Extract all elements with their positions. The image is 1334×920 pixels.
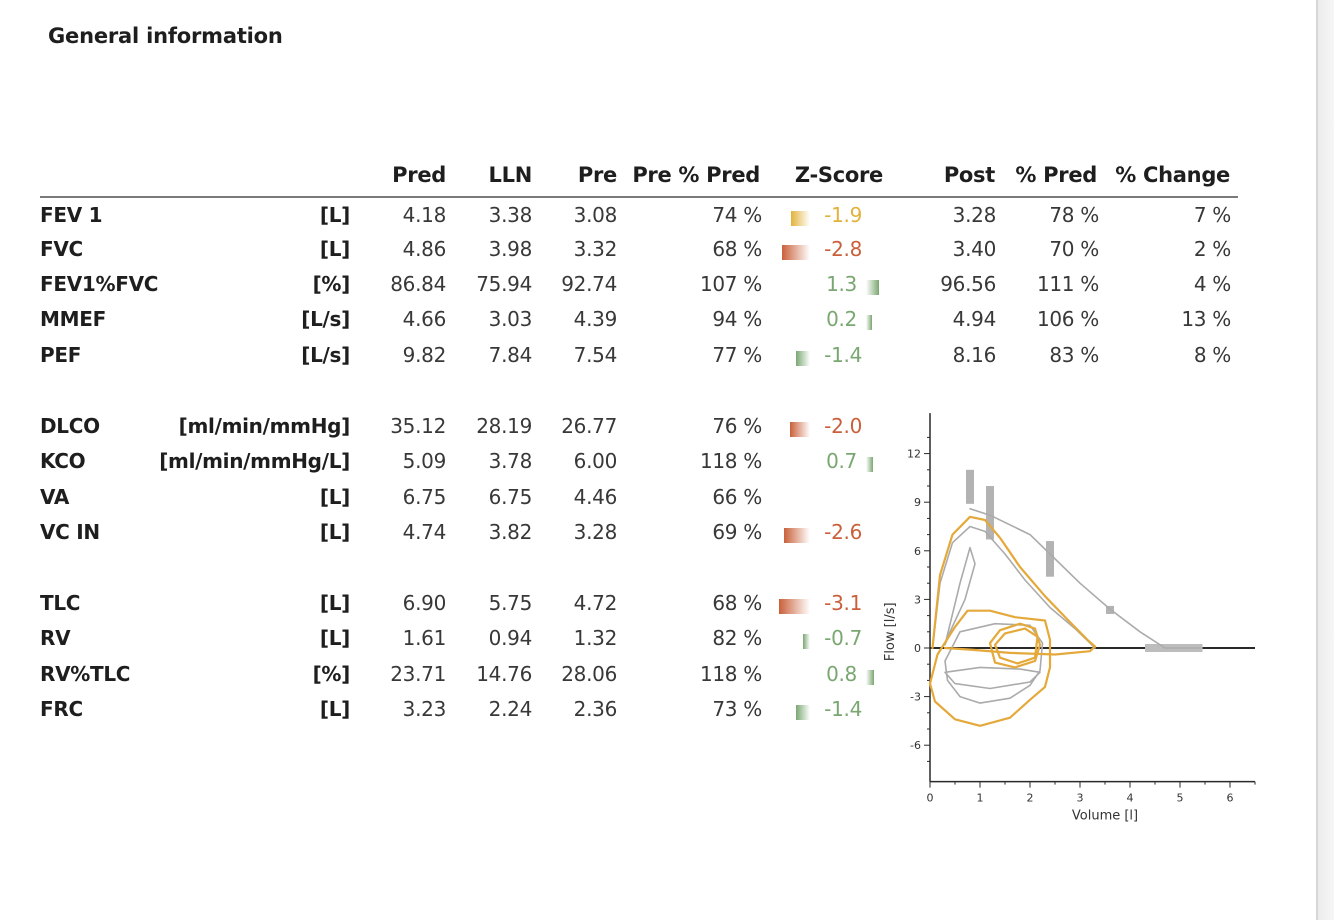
cell-pre-pct: 77 % xyxy=(712,343,762,367)
y-tick-label: 12 xyxy=(907,447,921,461)
column-header-post: Post xyxy=(943,163,995,187)
measured-curve xyxy=(933,517,1096,655)
z-score-bar xyxy=(796,705,810,720)
row-name: DLCO xyxy=(40,414,100,438)
cell-change: 7 % xyxy=(1193,203,1231,227)
y-axis-label: Flow [l/s] xyxy=(883,602,898,662)
y-tick-label: -3 xyxy=(910,690,921,704)
x-tick-label: 2 xyxy=(1026,791,1034,805)
cell-pre-pct: 76 % xyxy=(712,414,762,438)
row-unit: [ml/min/mmHg/L] xyxy=(159,449,350,473)
z-score-value: 0.8 xyxy=(826,662,857,686)
cell-lln: 3.98 xyxy=(488,237,532,261)
z-score-bar xyxy=(779,599,810,614)
cell-pre: 7.54 xyxy=(573,343,617,367)
x-tick-label: 0 xyxy=(926,791,934,805)
flow-volume-chart xyxy=(880,410,1260,830)
cell-pred: 35.12 xyxy=(390,414,446,438)
row-unit: [L/s] xyxy=(301,343,350,367)
z-score-bar xyxy=(791,211,810,226)
cell-pre-pct: 94 % xyxy=(712,307,762,331)
cell-post-pct: 83 % xyxy=(1049,343,1099,367)
z-score-value: 0.2 xyxy=(826,307,857,331)
y-tick-label: 6 xyxy=(914,544,921,558)
cell-pre-pct: 118 % xyxy=(699,662,762,686)
cell-pre: 92.74 xyxy=(561,272,617,296)
row-unit: [L] xyxy=(319,237,350,261)
cell-pre: 4.72 xyxy=(573,591,617,615)
cell-lln: 3.03 xyxy=(488,307,532,331)
row-name: FVC xyxy=(40,237,83,261)
z-score-value: -0.7 xyxy=(824,626,862,650)
measured-curve xyxy=(995,629,1038,664)
cell-pred: 5.09 xyxy=(402,449,446,473)
x-tick-label: 4 xyxy=(1126,791,1134,805)
z-score-value: -3.1 xyxy=(824,591,862,615)
cell-change: 2 % xyxy=(1193,237,1231,261)
row-unit: [L] xyxy=(319,591,350,615)
z-score-bar xyxy=(866,457,873,472)
column-header-post-pct-pred: % Pred xyxy=(1015,163,1097,187)
z-score-value: 0.7 xyxy=(826,449,857,473)
cell-pre-pct: 118 % xyxy=(699,449,762,473)
x-tick-label: 6 xyxy=(1226,791,1234,805)
cell-pre-pct: 107 % xyxy=(699,272,762,296)
z-score-value: -2.0 xyxy=(824,414,862,438)
cell-lln: 7.84 xyxy=(488,343,532,367)
x-tick-label: 1 xyxy=(976,791,984,805)
z-score-bar xyxy=(866,315,872,330)
cell-pred: 4.74 xyxy=(402,520,446,544)
column-header-lln: LLN xyxy=(488,163,532,187)
row-name: TLC xyxy=(40,591,81,615)
window-edge xyxy=(1316,0,1334,920)
y-tick-label: 3 xyxy=(914,593,921,607)
cell-pred: 9.82 xyxy=(402,343,446,367)
z-score-value: -1.9 xyxy=(824,203,862,227)
reference-curve xyxy=(933,527,1096,649)
cell-pre: 4.46 xyxy=(573,485,617,509)
row-unit: [L] xyxy=(319,626,350,650)
cell-pre: 6.00 xyxy=(573,449,617,473)
column-header-pre-pct-pred: Pre % Pred xyxy=(632,163,760,187)
cell-pre-pct: 68 % xyxy=(712,591,762,615)
z-score-value: -1.4 xyxy=(824,343,862,367)
cell-pred: 6.75 xyxy=(402,485,446,509)
row-name: VA xyxy=(40,485,69,509)
cell-post-pct: 111 % xyxy=(1036,272,1099,296)
predicted-marker xyxy=(1046,541,1054,577)
cell-pred: 23.71 xyxy=(390,662,446,686)
cell-post: 8.16 xyxy=(952,343,996,367)
z-score-bar xyxy=(803,634,810,649)
cell-pre-pct: 74 % xyxy=(712,203,762,227)
row-name: FRC xyxy=(40,697,83,721)
cell-post: 3.28 xyxy=(952,203,996,227)
column-header-z-score: Z-Score xyxy=(794,163,883,187)
cell-lln: 2.24 xyxy=(488,697,532,721)
reference-curve xyxy=(945,548,975,645)
z-score-bar xyxy=(796,351,810,366)
column-header-pred: Pred xyxy=(392,163,446,187)
row-unit: [L] xyxy=(319,520,350,544)
cell-pre-pct: 82 % xyxy=(712,626,762,650)
row-name: VC IN xyxy=(40,520,100,544)
row-name: KCO xyxy=(40,449,86,473)
cell-pre: 26.77 xyxy=(561,414,617,438)
cell-change: 13 % xyxy=(1181,307,1231,331)
z-score-bar xyxy=(784,528,810,543)
header-rule xyxy=(40,196,1238,198)
cell-pre-pct: 66 % xyxy=(712,485,762,509)
cell-post-pct: 106 % xyxy=(1036,307,1099,331)
row-unit: [%] xyxy=(312,272,350,296)
cell-lln: 75.94 xyxy=(476,272,532,296)
z-score-value: 1.3 xyxy=(826,272,857,296)
row-name: RV xyxy=(40,626,71,650)
row-unit: [L] xyxy=(319,203,350,227)
cell-pred: 6.90 xyxy=(402,591,446,615)
cell-lln: 5.75 xyxy=(488,591,532,615)
column-header-pre: Pre xyxy=(577,163,617,187)
cell-pre: 1.32 xyxy=(573,626,617,650)
cell-lln: 3.38 xyxy=(488,203,532,227)
cell-pred: 1.61 xyxy=(402,626,446,650)
cell-post: 4.94 xyxy=(952,307,996,331)
cell-pre: 2.36 xyxy=(573,697,617,721)
row-unit: [L/s] xyxy=(301,307,350,331)
cell-post-pct: 70 % xyxy=(1049,237,1099,261)
cell-lln: 3.82 xyxy=(488,520,532,544)
cell-pre-pct: 73 % xyxy=(712,697,762,721)
cell-pre: 3.32 xyxy=(573,237,617,261)
cell-lln: 14.76 xyxy=(476,662,532,686)
row-unit: [L] xyxy=(319,697,350,721)
z-score-value: -2.8 xyxy=(824,237,862,261)
row-name: PEF xyxy=(40,343,82,367)
cell-pre: 3.28 xyxy=(573,520,617,544)
cell-lln: 3.78 xyxy=(488,449,532,473)
y-tick-label: 0 xyxy=(914,642,921,655)
reference-curve xyxy=(945,667,1040,688)
cell-pre: 4.39 xyxy=(573,307,617,331)
row-name: RV%TLC xyxy=(40,662,131,686)
y-tick-label: -6 xyxy=(910,739,921,753)
cell-lln: 28.19 xyxy=(476,414,532,438)
cell-change: 4 % xyxy=(1193,272,1231,296)
cell-post: 3.40 xyxy=(952,237,996,261)
cell-pred: 86.84 xyxy=(390,272,446,296)
cell-post-pct: 78 % xyxy=(1049,203,1099,227)
predicted-marker xyxy=(986,486,994,539)
x-tick-label: 5 xyxy=(1176,791,1184,805)
cell-pre-pct: 68 % xyxy=(712,237,762,261)
row-unit: [%] xyxy=(312,662,350,686)
row-name: FEV1%FVC xyxy=(40,272,159,296)
cell-pred: 3.23 xyxy=(402,697,446,721)
cell-pre-pct: 69 % xyxy=(712,520,762,544)
z-score-bar xyxy=(866,280,879,295)
cell-pre: 3.08 xyxy=(573,203,617,227)
predicted-marker xyxy=(966,470,974,504)
cell-pre: 28.06 xyxy=(561,662,617,686)
y-tick-label: 9 xyxy=(914,496,921,510)
cell-pred: 4.18 xyxy=(402,203,446,227)
cell-lln: 6.75 xyxy=(488,485,532,509)
x-tick-label: 3 xyxy=(1076,791,1084,805)
z-score-bar xyxy=(790,422,810,437)
cell-pred: 4.86 xyxy=(402,237,446,261)
reference-curve xyxy=(970,509,1200,648)
cell-post: 96.56 xyxy=(940,272,996,296)
z-score-value: -2.6 xyxy=(824,520,862,544)
row-unit: [L] xyxy=(319,485,350,509)
cell-pred: 4.66 xyxy=(402,307,446,331)
page-title: General information xyxy=(48,24,283,48)
z-score-value: -1.4 xyxy=(824,697,862,721)
z-score-bar xyxy=(782,245,810,260)
row-name: MMEF xyxy=(40,307,106,331)
row-name: FEV 1 xyxy=(40,203,103,227)
z-score-bar xyxy=(866,670,874,685)
cell-lln: 0.94 xyxy=(488,626,532,650)
column-header-pct-change: % Change xyxy=(1115,163,1230,187)
row-unit: [ml/min/mmHg] xyxy=(178,414,350,438)
x-axis-label: Volume [l] xyxy=(1071,808,1139,824)
cell-change: 8 % xyxy=(1193,343,1231,367)
